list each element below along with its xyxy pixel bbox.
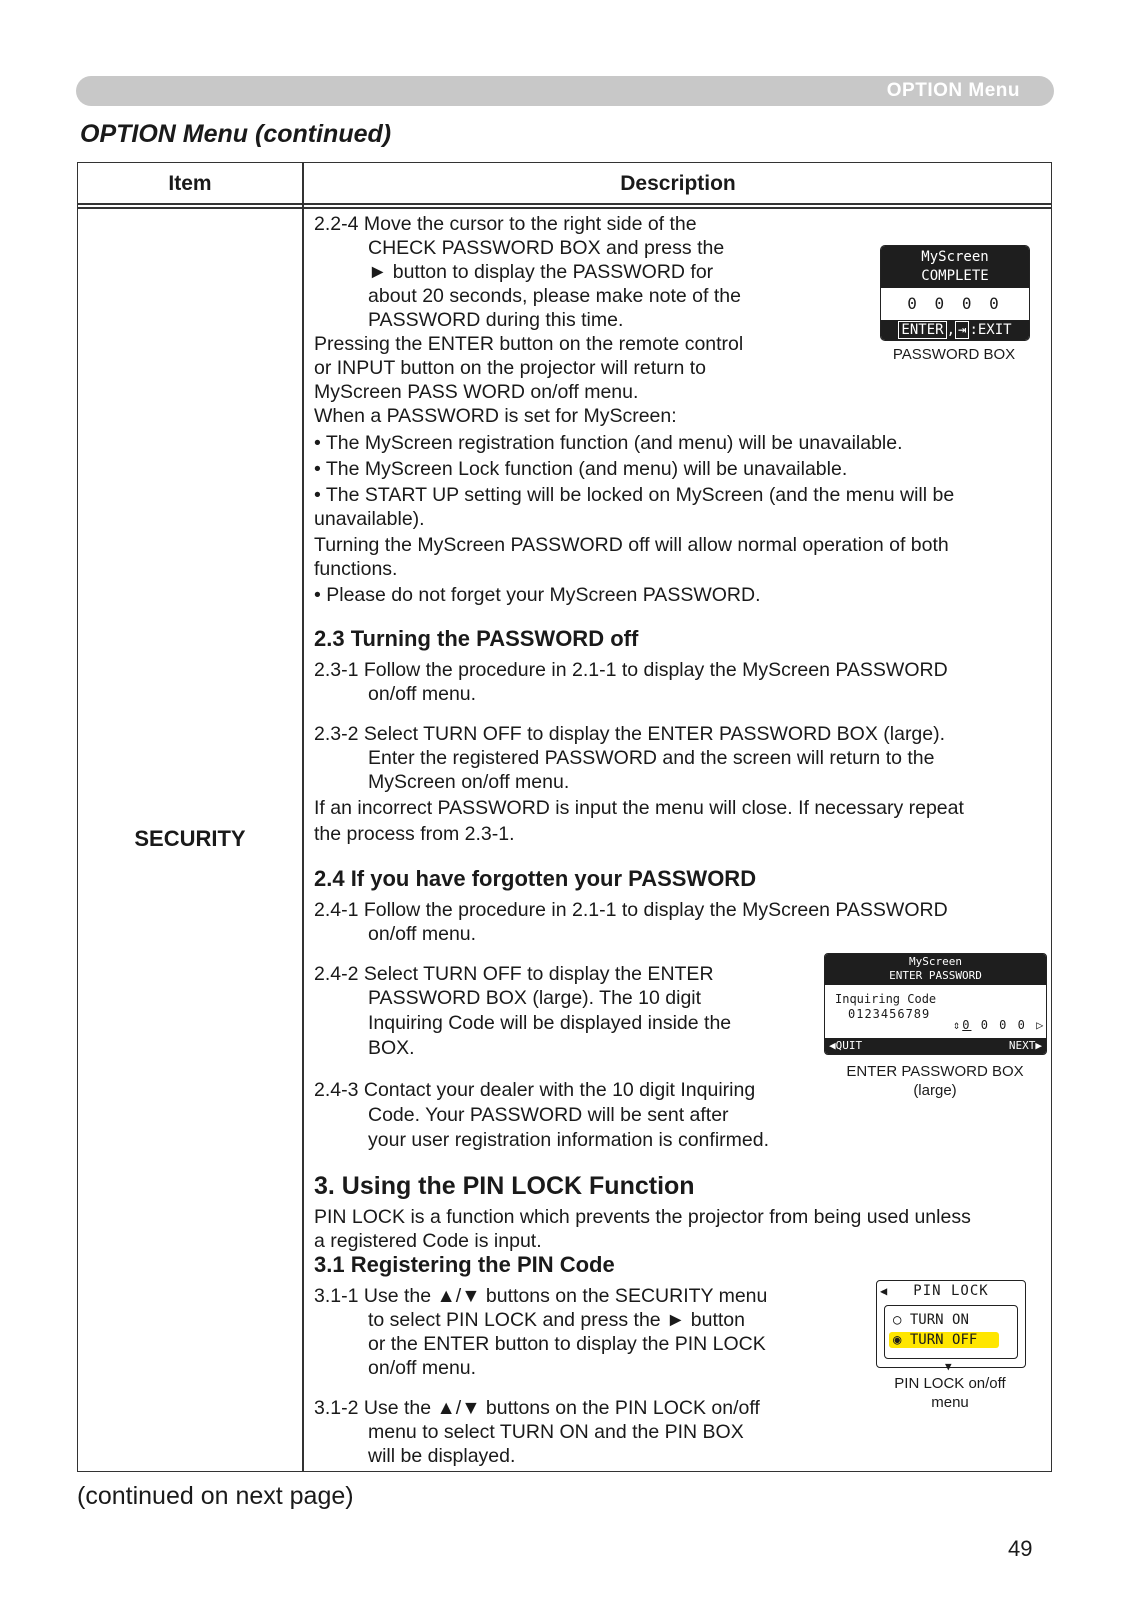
quit-label: QUIT bbox=[835, 1039, 863, 1052]
bullet-item: • Please do not forget your MyScreen PASSWORD. bbox=[314, 584, 761, 606]
pin-lock-intro: PIN LOCK is a function which prevents the projector from being used unless bbox=[314, 1206, 971, 1228]
pin-lock-menu-illustration bbox=[876, 1280, 1026, 1373]
step-3-1-1-line: on/off menu. bbox=[368, 1357, 477, 1379]
enter-password-box-caption: ENTER PASSWORD BOX bbox=[846, 1063, 1024, 1080]
step-3-1-1: 3.1-1 Use the ▲/▼ buttons on the SECURITY menu bbox=[314, 1285, 768, 1307]
step-2-3-2-line: MyScreen on/off menu. bbox=[368, 771, 570, 793]
left-arrow-icon: ◀ bbox=[880, 1284, 888, 1298]
section-header-bar bbox=[76, 76, 1054, 106]
down-arrow-icon: ▼ bbox=[945, 1360, 952, 1373]
step-2-4-2-line: BOX. bbox=[368, 1037, 415, 1059]
table-header-divider bbox=[77, 203, 1052, 205]
enter-password-box-title: MyScreen bbox=[909, 955, 962, 968]
enter-password-box-illustration bbox=[824, 953, 1047, 1055]
enter-password-box-caption-size: (large) bbox=[913, 1082, 957, 1099]
up-down-arrows-icon: ⇕ bbox=[953, 1018, 963, 1032]
step-2-3-2-line: Enter the registered PASSWORD and the screen will return to the bbox=[368, 747, 935, 769]
entry-digits: 0 0 0 bbox=[980, 1018, 1027, 1032]
heading-3-1: 3.1 Registering the PIN Code bbox=[314, 1252, 615, 1277]
enter-return-text: MyScreen PASS WORD on/off menu. bbox=[314, 381, 639, 403]
password-set-intro: When a PASSWORD is set for MyScreen: bbox=[314, 405, 677, 427]
turning-off-text: Turning the MyScreen PASSWORD off will allow normal operation of both bbox=[314, 534, 949, 556]
step-3-1-2-line: will be displayed. bbox=[368, 1445, 516, 1467]
incorrect-password-text: If an incorrect PASSWORD is input the menu will close. If necessary repeat bbox=[314, 797, 964, 819]
bullet-item: • The MyScreen registration function (and menu) will be unavailable. bbox=[314, 432, 903, 454]
section-label: OPTION Menu bbox=[886, 80, 1020, 101]
inquiring-code-label: Inquiring Code bbox=[835, 992, 937, 1006]
enter-password-box-subtitle: ENTER PASSWORD bbox=[889, 969, 982, 982]
step-2-4-2: 2.4-2 Select TURN OFF to display the ENTER bbox=[314, 963, 714, 985]
pin-lock-caption: PIN LOCK on/off bbox=[894, 1375, 1006, 1392]
table-column-divider bbox=[302, 162, 304, 1472]
step-3-1-1-line: or the ENTER button to display the PIN LOCK bbox=[368, 1333, 766, 1355]
step-2-2-4-line: about 20 seconds, please make note of the bbox=[368, 285, 741, 307]
enter-key-label: ENTER bbox=[898, 321, 946, 339]
step-3-1-1-line: to select PIN LOCK and press the ► button bbox=[368, 1309, 745, 1331]
step-2-4-1-line: on/off menu. bbox=[368, 923, 477, 945]
bullet-item-cont: unavailable). bbox=[314, 508, 425, 530]
step-2-3-2: 2.3-2 Select TURN OFF to display the ENTER PASSWORD BOX (large). bbox=[314, 723, 946, 745]
password-box-status: COMPLETE bbox=[921, 268, 989, 284]
turn-off-option: ◉ TURN OFF bbox=[889, 1332, 999, 1348]
next-label: NEXT bbox=[1008, 1039, 1036, 1052]
left-arrow-icon: ◀ bbox=[829, 1039, 836, 1052]
right-arrow-icon: ▶ bbox=[1035, 1039, 1042, 1052]
step-3-1-2: 3.1-2 Use the ▲/▼ buttons on the PIN LOCK on/off bbox=[314, 1397, 760, 1419]
radio-selected-icon: ◉ bbox=[893, 1332, 902, 1348]
column-header-item: Item bbox=[168, 172, 212, 195]
step-2-3-1: 2.3-1 Follow the procedure in 2.1-1 to display the MyScreen PASSWORD bbox=[314, 659, 948, 681]
exit-label: :EXIT bbox=[969, 322, 1012, 338]
step-2-2-4-line: PASSWORD during this time. bbox=[368, 309, 624, 331]
turning-off-text: functions. bbox=[314, 558, 398, 580]
password-box-illustration: MyScreen COMPLETE 0 0 0 0 ENTER , ⇥ :EXIT bbox=[880, 245, 1030, 341]
heading-2-4: 2.4 If you have forgotten your PASSWORD bbox=[314, 866, 757, 891]
step-2-2-4: 2.2-4 Move the cursor to the right side of the bbox=[314, 213, 697, 235]
password-box-title: MyScreen bbox=[921, 249, 989, 265]
step-2-4-3-line: Code. Your PASSWORD will be sent after bbox=[368, 1104, 729, 1126]
column-header-description: Description bbox=[620, 172, 736, 195]
item-security: SECURITY bbox=[134, 826, 246, 851]
incorrect-password-text: the process from 2.3-1. bbox=[314, 823, 515, 845]
step-2-2-4-line: CHECK PASSWORD BOX and press the bbox=[368, 237, 725, 259]
step-2-4-3-line: your user registration information is confirmed. bbox=[368, 1129, 769, 1151]
step-2-4-2-line: PASSWORD BOX (large). The 10 digit bbox=[368, 987, 702, 1009]
step-2-4-3: 2.4-3 Contact your dealer with the 10 digit Inquiring bbox=[314, 1079, 756, 1101]
bullet-item: • The START UP setting will be locked on MyScreen (and the menu will be bbox=[314, 484, 955, 506]
radio-unselected-icon: ○ bbox=[893, 1312, 902, 1328]
pin-lock-intro: a registered Code is input. bbox=[314, 1230, 542, 1252]
input-key-icon: ⇥ bbox=[955, 321, 969, 339]
right-arrow-icon: ▷ bbox=[1036, 1018, 1046, 1032]
heading-2-3: 2.3 Turning the PASSWORD off bbox=[314, 626, 639, 651]
step-2-2-4-line: ► button to display the PASSWORD for bbox=[368, 261, 714, 283]
password-box-caption: PASSWORD BOX bbox=[892, 346, 1016, 363]
step-2-4-1: 2.4-1 Follow the procedure in 2.1-1 to display the MyScreen PASSWORD bbox=[314, 899, 948, 921]
continued-note: (continued on next page) bbox=[77, 1482, 354, 1510]
step-3-1-2-line: menu to select TURN ON and the PIN BOX bbox=[368, 1421, 744, 1443]
bullet-item: • The MyScreen Lock function (and menu) will be unavailable. bbox=[314, 458, 848, 480]
page-title: OPTION Menu (continued) bbox=[80, 120, 392, 148]
pin-lock-menu-title: PIN LOCK bbox=[913, 1283, 989, 1299]
turn-on-option: ○ TURN ON bbox=[893, 1312, 969, 1328]
inquiring-code-value: 0123456789 bbox=[848, 1007, 931, 1021]
page-number: 49 bbox=[1008, 1536, 1033, 1561]
heading-3: 3. Using the PIN LOCK Function bbox=[314, 1172, 695, 1200]
step-2-3-1-line: on/off menu. bbox=[368, 683, 477, 705]
password-digits: 0 0 0 0 bbox=[907, 294, 1003, 313]
table-header-divider-inner bbox=[77, 207, 1052, 209]
enter-return-text: Pressing the ENTER button on the remote control bbox=[314, 333, 744, 355]
enter-return-text: or INPUT button on the projector will return to bbox=[314, 357, 706, 379]
pin-lock-caption-menu: menu bbox=[931, 1394, 969, 1411]
step-2-4-2-line: Inquiring Code will be displayed inside the bbox=[368, 1012, 732, 1034]
selected-digit: 0 bbox=[962, 1018, 972, 1032]
